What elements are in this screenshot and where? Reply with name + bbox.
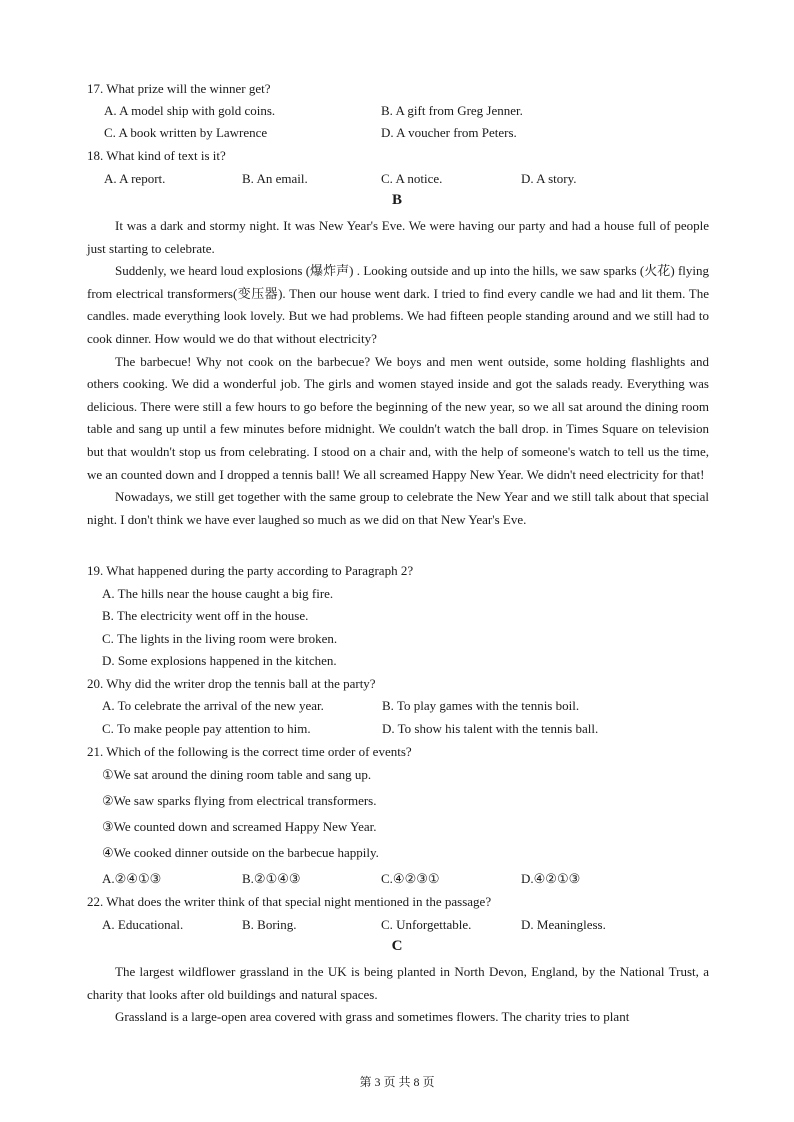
q18-option-a: A. A report.	[104, 171, 166, 186]
q22-option-a: A. Educational.	[102, 917, 184, 932]
q22-option-c: C. Unforgettable.	[381, 917, 472, 932]
page-number-footer: 第 3 页 共 8 页	[359, 1075, 435, 1089]
question-21-stem: 21. Which of the following is the correct time order of events?	[87, 744, 412, 759]
q19-option-a: A. The hills near the house caught a big fire.	[102, 586, 334, 601]
passage-c-paragraph-2: Grassland is a large-open area covered with grass and sometimes flowers. The charity tries to plant	[115, 1009, 630, 1025]
passage-c-paragraph-1: The largest wildflower grassland in the UK is being planted in North Devon, England, by the National Trust, a charity that looks after old buildings and natural spaces.	[87, 964, 709, 1002]
q20-option-a: A. To celebrate the arrival of the new year.	[102, 698, 324, 713]
passage-b-paragraph-3: The barbecue! Why not cook on the barbecue? We boys and men went outside, some holding flashlights and others cooking. We did a wonderful job. The girls and women stayed inside and got the salads ready. Everything was delicious. There were still a few hours to go before the beginning of the new year, so we all sat around the dining room table and sang up until a few minutes before midnight. We couldn't watch the ball drop. in Times Square on television but that wouldn't stop us from celebrating. I stood on a chair and, with the help of someone's watch to tell us the time, we an counted down and I dropped a tennis ball! We all screamed Happy New Year. We didn't need electricity for that!	[87, 353, 709, 482]
q21-event-4: ④We cooked dinner outside on the barbecue happily.	[102, 845, 379, 860]
q19-option-d: D. Some explosions happened in the kitchen.	[102, 653, 337, 668]
q18-option-d: D. A story.	[521, 171, 577, 186]
question-18-stem: 18. What kind of text is it?	[87, 148, 226, 163]
q17-option-d: D. A voucher from Peters.	[381, 125, 517, 140]
q20-option-c: C. To make people pay attention to him.	[102, 721, 311, 736]
q21-option-b: B.②①④③	[242, 871, 301, 886]
section-c-heading: C	[391, 938, 403, 954]
q21-event-2: ②We saw sparks flying from electrical transformers.	[102, 793, 377, 808]
section-b-heading: B	[391, 192, 402, 208]
q21-option-c: C.④②③①	[381, 871, 440, 886]
q19-option-b: B. The electricity went off in the house.	[102, 608, 309, 623]
q21-option-a: A.②④①③	[102, 871, 162, 886]
q20-option-b: B. To play games with the tennis boil.	[382, 698, 580, 713]
question-17-stem: 17. What prize will the winner get?	[87, 81, 271, 96]
q21-option-d: D.④②①③	[521, 871, 581, 886]
question-19-stem: 19. What happened during the party according to Paragraph 2?	[87, 563, 414, 578]
q17-option-c: C. A book written by Lawrence	[104, 125, 268, 140]
passage-b-paragraph-4: Nowadays, we still get together with the same group to celebrate the New Year and we still talk about that special night. I don't think we have ever laughed so much as we did on that New Year's Eve.	[87, 489, 709, 527]
q22-option-b: B. Boring.	[242, 917, 297, 932]
section-b-passage	[87, 215, 709, 531]
question-20-stem: 20. Why did the writer drop the tennis ball at the party?	[87, 676, 376, 691]
passage-b-paragraph-1: It was a dark and stormy night. It was New Year's Eve. We were having our party and had a house full of people just starting to celebrate.	[87, 218, 709, 256]
q21-event-1: ①We sat around the dining room table and sang up.	[102, 767, 372, 782]
section-c-passage	[87, 961, 709, 1029]
q21-event-3: ③We counted down and screamed Happy New Year.	[102, 819, 377, 834]
passage-b-paragraph-2: Suddenly, we heard loud explosions (爆炸声) . Looking outside and up into the hills, we saw sparks (火花) flying from electrical transformers(变压器). Then our house went dark. I tried to find every candle we had and lit them. The candles. made everything look lovely. But we had problems. We had fifteen people standing around and we still had to cook dinner. How would we do that without electricity?	[87, 263, 709, 346]
q22-option-d: D. Meaningless.	[521, 917, 606, 932]
q19-option-c: C. The lights in the living room were broken.	[102, 631, 338, 646]
q18-option-c: C. A notice.	[381, 171, 443, 186]
q17-option-b: B. A gift from Greg Jenner.	[381, 103, 523, 118]
q20-option-d: D. To show his talent with the tennis ball.	[382, 721, 599, 736]
question-22-stem: 22. What does the writer think of that special night mentioned in the passage?	[87, 894, 492, 909]
q17-option-a: A. A model ship with gold coins.	[104, 103, 276, 118]
q18-option-b: B. An email.	[242, 171, 308, 186]
